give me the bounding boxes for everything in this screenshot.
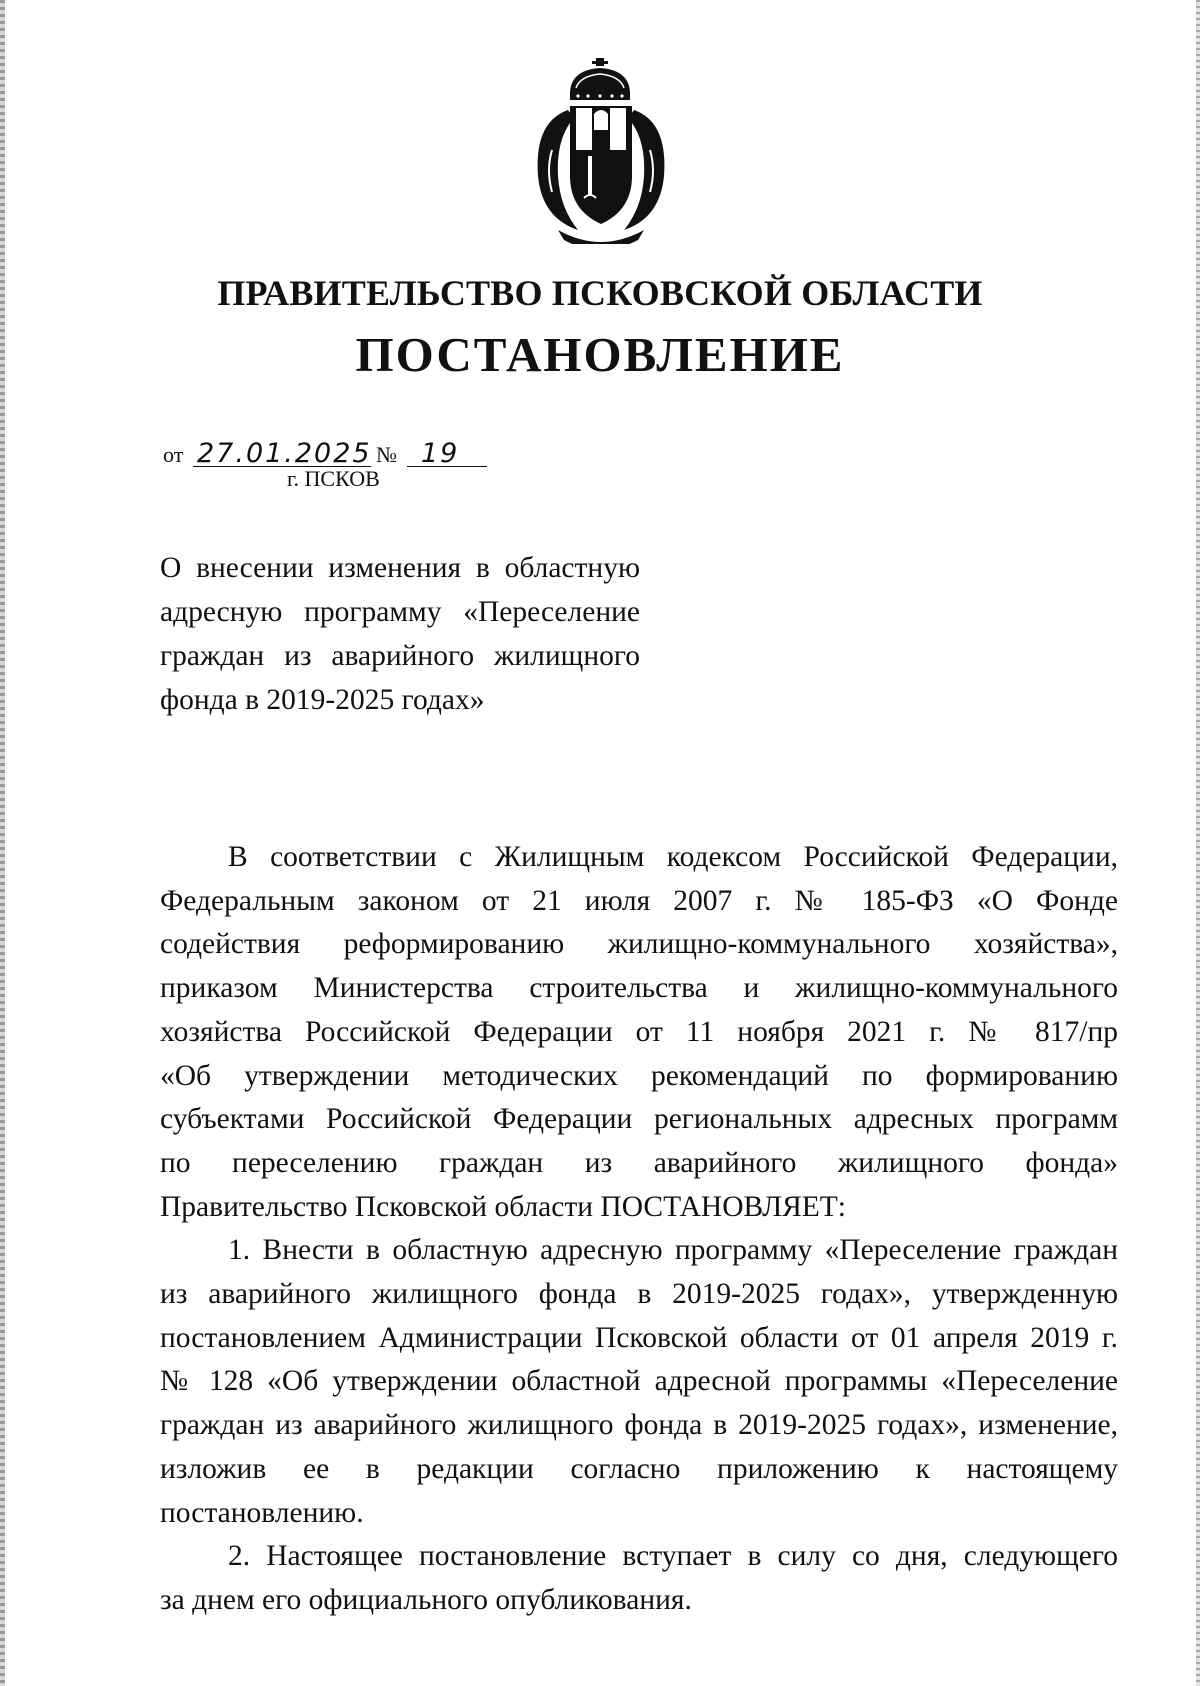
body-line: «Об утверждении методических рекомендаций по формированию	[160, 1059, 1118, 1092]
coat-of-arms-emblem	[530, 58, 672, 244]
number-prefix: №	[376, 442, 397, 467]
body-line: содействия реформированию жилищно-коммунального хозяйства»,	[160, 928, 1118, 961]
body-line: по переселению граждан из аварийного жилищного фонда»	[160, 1146, 1118, 1179]
item-1-line: № 128 «Об утверждении областной адресной программы «Переселение	[160, 1365, 1118, 1398]
subject-line: О внесении изменения в областную	[160, 552, 640, 584]
document-subject	[160, 546, 640, 722]
scan-edge-left	[0, 0, 5, 1686]
item-1-line: граждан из аварийного жилищного фонда в 2019-2025 годах», изменение,	[160, 1409, 1118, 1442]
organization-title: ПРАВИТЕЛЬСТВО ПСКОВСКОЙ ОБЛАСТИ	[217, 273, 983, 313]
document-body	[160, 836, 1118, 1623]
item-1-line: постановлению.	[160, 1496, 364, 1529]
handwritten-number: 19	[421, 438, 460, 469]
item-2-line: за днем его официального опубликования.	[160, 1583, 692, 1616]
city-label: г. ПСКОВ	[287, 466, 380, 491]
item-1-line: из аварийного жилищного фонда в 2019-2025 годах», утвержденную	[160, 1278, 1118, 1311]
subject-line: адресную программу «Переселение	[160, 596, 640, 628]
item-2-line: 2. Настоящее постановление вступает в силу со дня, следующего	[228, 1540, 1118, 1573]
scan-edge-right	[1196, 0, 1200, 1686]
date-prefix: от	[163, 442, 184, 467]
subject-line: фонда в 2019-2025 годах»	[160, 684, 485, 716]
item-1-line: 1. Внести в областную адресную программу «Переселение граждан	[228, 1234, 1118, 1267]
body-line: Федеральным законом от 21 июля 2007 г. № 185-ФЗ «О Фонде	[160, 884, 1118, 917]
body-line: В соответствии с Жилищным кодексом Российской Федерации,	[228, 841, 1118, 873]
body-line: Правительство Псковской области ПОСТАНОВЛЯЕТ:	[160, 1190, 847, 1223]
handwritten-date: 27.01.2025	[197, 438, 372, 469]
body-line: субъектами Российской Федерации региональных адресных программ	[160, 1103, 1118, 1136]
document-type-title: ПОСТАНОВЛЕНИЕ	[355, 327, 845, 382]
item-1-line: постановлением Администрации Псковской области от 01 апреля 2019 г.	[160, 1321, 1118, 1354]
body-line: приказом Министерства строительства и жилищно-коммунального	[160, 972, 1118, 1005]
body-line: хозяйства Российской Федерации от 11 ноября 2021 г. № 817/пр	[160, 1015, 1118, 1048]
subject-line: граждан из аварийного жилищного	[160, 640, 640, 672]
item-1-line: изложив ее в редакции согласно приложению к настоящему	[160, 1452, 1118, 1485]
